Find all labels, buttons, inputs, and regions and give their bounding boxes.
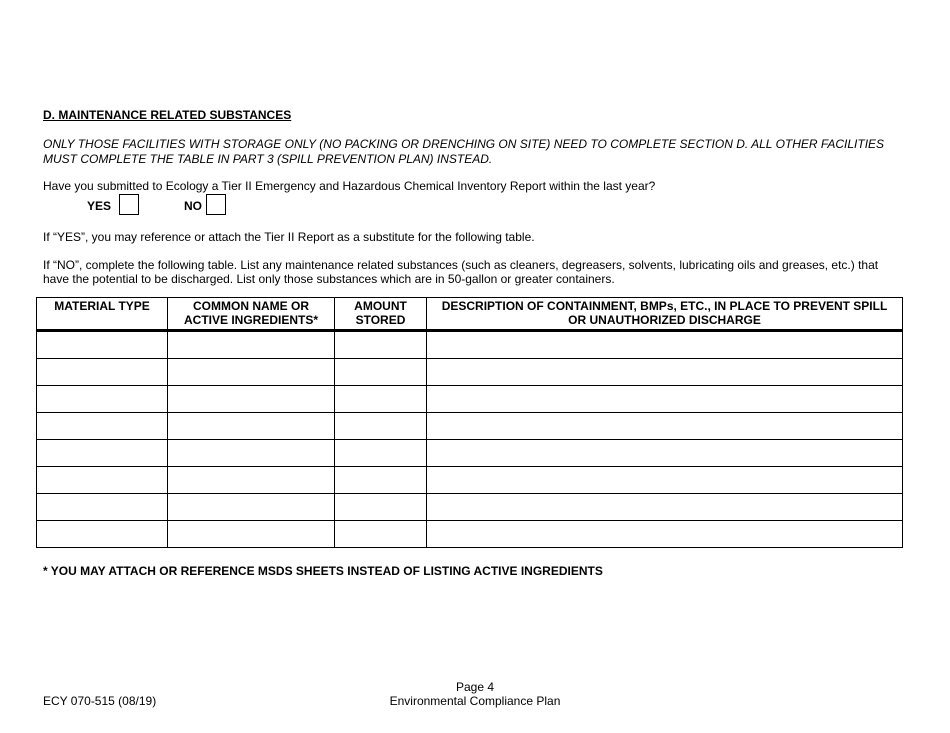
header-containment-description-line-2: OR UNAUTHORIZED DISCHARGE: [568, 313, 761, 327]
no-checkbox[interactable]: [206, 194, 226, 215]
table-row: [37, 440, 903, 467]
cell-containment-description[interactable]: [427, 440, 903, 467]
cell-containment-description[interactable]: [427, 521, 903, 548]
section-heading: D. MAINTENANCE RELATED SUBSTANCES: [43, 108, 292, 122]
cell-containment-description[interactable]: [427, 494, 903, 521]
substances-table: [36, 297, 903, 548]
cell-material-type[interactable]: [37, 359, 168, 386]
cell-common-name[interactable]: [168, 494, 335, 521]
cell-material-type[interactable]: [37, 413, 168, 440]
section-notice: [43, 137, 913, 167]
cell-amount-stored[interactable]: [335, 386, 427, 413]
form-id: ECY 070-515 (08/19): [43, 694, 157, 708]
header-amount-stored-line-2: STORED: [355, 313, 406, 327]
header-containment-description-line-1: DESCRIPTION OF CONTAINMENT, BMPs, ETC., IN PLACE TO PREVENT SPILL: [441, 299, 888, 313]
cell-common-name[interactable]: [168, 440, 335, 467]
section-notice-line-1: ONLY THOSE FACILITIES WITH STORAGE ONLY (NO PACKING OR DRENCHING ON SITE) NEED TO COMPLETE SECTION D. ALL OTHER FACILITIES: [43, 137, 885, 151]
cell-common-name[interactable]: [168, 521, 335, 548]
cell-material-type[interactable]: [37, 440, 168, 467]
table-row: [37, 467, 903, 494]
section-notice-line-2: MUST COMPLETE THE TABLE IN PART 3 (SPILL PREVENTION PLAN) INSTEAD.: [43, 152, 493, 166]
page-number: Page 4: [455, 680, 495, 694]
cell-containment-description[interactable]: [427, 386, 903, 413]
table-body: [37, 331, 903, 548]
header-material-type: [37, 298, 168, 331]
cell-amount-stored[interactable]: [335, 440, 427, 467]
table-row: [37, 494, 903, 521]
cell-amount-stored[interactable]: [335, 331, 427, 359]
header-material-type-line-1: MATERIAL TYPE: [54, 299, 150, 313]
no-label: NO: [184, 199, 202, 213]
cell-amount-stored[interactable]: [335, 467, 427, 494]
table-row: [37, 359, 903, 386]
cell-amount-stored[interactable]: [335, 521, 427, 548]
table-row: [37, 521, 903, 548]
no-instruction-line-1: If “NO”, complete the following table. List any maintenance related substances (such as cleaners, degreasers, solvents, lubricating oils and greases, etc.) that: [43, 258, 879, 272]
header-common-name-line-1: COMMON NAME OR: [193, 299, 309, 313]
cell-common-name[interactable]: [168, 413, 335, 440]
cell-material-type[interactable]: [37, 386, 168, 413]
header-common-name-line-2: ACTIVE INGREDIENTS*: [183, 313, 318, 327]
yes-instruction: If “YES”, you may reference or attach the Tier II Report as a substitute for the following table.: [43, 230, 535, 244]
msds-footnote: * YOU MAY ATTACH OR REFERENCE MSDS SHEETS INSTEAD OF LISTING ACTIVE INGREDIENTS: [43, 564, 603, 578]
table-row: [37, 331, 903, 359]
tier-ii-question: Have you submitted to Ecology a Tier II Emergency and Hazardous Chemical Inventory Report within the last year?: [43, 179, 656, 193]
no-instruction-line-2: have the potential to be discharged. List only those substances which are in 50-gallon or greater containers.: [43, 272, 615, 286]
cell-common-name[interactable]: [168, 359, 335, 386]
header-containment-description: [427, 298, 903, 331]
cell-amount-stored[interactable]: [335, 359, 427, 386]
cell-containment-description[interactable]: [427, 467, 903, 494]
yes-label: YES: [87, 199, 112, 213]
cell-containment-description[interactable]: [427, 331, 903, 359]
table-row: [37, 386, 903, 413]
plan-name: Environmental Compliance Plan: [389, 694, 561, 708]
table-header-row: [37, 298, 903, 331]
cell-common-name[interactable]: [168, 386, 335, 413]
cell-amount-stored[interactable]: [335, 494, 427, 521]
cell-containment-description[interactable]: [427, 413, 903, 440]
yes-checkbox[interactable]: [119, 194, 139, 215]
header-amount-stored: [335, 298, 427, 331]
cell-containment-description[interactable]: [427, 359, 903, 386]
cell-material-type[interactable]: [37, 521, 168, 548]
cell-common-name[interactable]: [168, 467, 335, 494]
cell-material-type[interactable]: [37, 331, 168, 359]
cell-material-type[interactable]: [37, 467, 168, 494]
cell-material-type[interactable]: [37, 494, 168, 521]
cell-amount-stored[interactable]: [335, 413, 427, 440]
header-common-name: [168, 298, 335, 331]
header-amount-stored-line-1: AMOUNT: [354, 299, 407, 313]
cell-common-name[interactable]: [168, 331, 335, 359]
table-row: [37, 413, 903, 440]
no-instruction: [43, 258, 903, 286]
